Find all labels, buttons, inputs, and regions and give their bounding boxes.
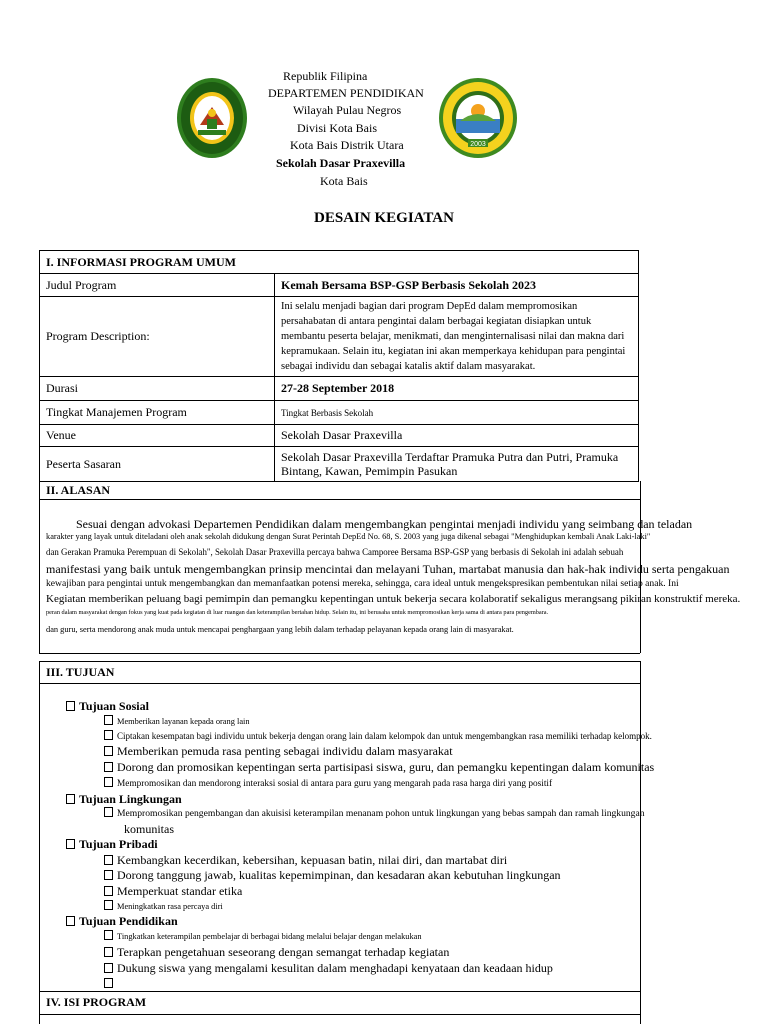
category-label: Tujuan Pendidikan	[79, 914, 178, 928]
school-seal-right-icon	[438, 77, 518, 159]
table-row	[40, 251, 639, 274]
divider	[39, 1014, 640, 1015]
objective-text: Tingkatkan keterampilan pembelajar di berbagai bidang melalui belajar dengan melakukan	[117, 932, 422, 941]
header-line-7: Kota Bais	[320, 174, 368, 188]
checkbox-icon	[104, 807, 113, 817]
header-line-4: Divisi Kota Bais	[297, 121, 377, 135]
section-1-heading: I. INFORMASI PROGRAM UMUM	[40, 251, 639, 274]
target-participants-value: Sekolah Dasar Praxevilla Terdaftar Pramuka Putra dan Putri, Pramuka Bintang, Kawan, Pemimpin Pasukan	[275, 447, 639, 482]
rationale-line: peran dalam masyarakat dengan fokus yang kuat pada kegiatan di luar ruangan dan keterampilan bertahan hidup. Selain itu, ini berusaha untuk mempromosikan kerja sama di antara para pengembara.	[46, 609, 549, 616]
row-label: Peserta Sasaran	[40, 447, 275, 482]
divider	[39, 661, 640, 662]
checkbox-icon	[66, 839, 75, 849]
objective-item	[104, 868, 561, 883]
checkbox-icon	[104, 963, 113, 973]
objective-item	[104, 807, 645, 819]
row-label: Venue	[40, 425, 275, 447]
checkbox-icon	[104, 715, 113, 725]
row-label: Durasi	[40, 377, 275, 401]
row-label: Program Description:	[40, 297, 275, 377]
checkbox-icon	[66, 701, 75, 711]
program-title-value: Kemah Bersama BSP-GSP Berbasis Sekolah 2023	[275, 274, 639, 297]
divider	[39, 653, 640, 654]
checkbox-icon	[104, 978, 113, 988]
section-3-heading: III. TUJUAN	[46, 665, 115, 679]
rationale-line: Kegiatan memberikan peluang bagi pemimpin dan pemangku kepentingan untuk bekerja secara kolaboratif sekaligus merangsang pikiran konstruktif mereka.	[46, 593, 741, 605]
table-row	[40, 377, 639, 401]
objective-text: Memberikan pemuda rasa penting sebagai individu dalam masyarakat	[117, 744, 453, 758]
program-description-value: Ini selalu menjadi bagian dari program DepEd dalam mempromosikan persahabatan di antara pengintai dalam berbagai kegiatan disiapkan untuk membantu peserta belajar, menikmati, dan menginternalisasi nilai dan makna dari kepramukaan. Selain itu, kegiatan ini akan memperkaya kehidupan para pengintai sebagai individu dan sebagai katalis aktif dalam masyarakat.	[275, 297, 639, 377]
category-label: Tujuan Lingkungan	[79, 792, 182, 806]
checkbox-icon	[104, 886, 113, 896]
checkbox-icon	[104, 730, 113, 740]
objective-text: Mempromosikan pengembangan dan akuisisi keterampilan menanam pohon untuk lingkungan yang bebas sampah dan ramah lingkungan	[117, 808, 645, 819]
objective-item	[104, 900, 223, 911]
header-line-6: Sekolah Dasar Praxevilla	[276, 156, 406, 170]
objective-category	[66, 699, 149, 714]
venue-value: Sekolah Dasar Praxevilla	[275, 425, 639, 447]
checkbox-icon	[104, 900, 113, 910]
category-label: Tujuan Sosial	[79, 699, 149, 713]
checkbox-icon	[104, 870, 113, 880]
table-row	[40, 447, 639, 482]
objective-text: Dukung siswa yang mengalami kesulitan dalam menghadapi kenyataan dan keadaan hidup	[117, 961, 553, 975]
checkbox-icon	[104, 930, 113, 940]
table-row	[40, 401, 639, 425]
rationale-line: manifestasi yang baik untuk mengembangkan prinsip mencintai dan melayani Tuhan, martabat manusia dan hak-hak individu serta pengakuan	[46, 562, 730, 576]
header-line-2: DEPARTEMEN PENDIDIKAN	[268, 86, 424, 100]
objective-category	[66, 914, 178, 929]
objective-item	[104, 777, 552, 789]
objective-item	[104, 744, 453, 759]
header-line-5: Kota Bais Distrik Utara	[290, 138, 404, 152]
school-seal-left-icon	[176, 77, 248, 159]
objective-item	[104, 853, 507, 868]
section-2-heading: II. ALASAN	[46, 483, 111, 497]
program-info-table	[39, 250, 639, 482]
checkbox-icon	[66, 916, 75, 926]
objective-item-empty	[104, 976, 117, 991]
duration-value: 27-28 September 2018	[275, 377, 639, 401]
checkbox-icon	[66, 794, 75, 804]
objective-text: Dorong tanggung jawab, kualitas kepemimpinan, dan kesadaran akan kebutuhan lingkungan	[117, 868, 561, 882]
rationale-line: kewajiban para pengintai untuk mengembangkan dan memanfaatkan potensi mereka, sehingga, cara ideal untuk mengekspresikan pembentukan nilai setiap anak. Ini	[46, 578, 679, 589]
header-line-1: Republik Filipina	[283, 69, 368, 83]
objective-text: Kembangkan kecerdikan, kebersihan, kepuasan batin, nilai diri, dan martabat diri	[117, 853, 508, 867]
rationale-line: karakter yang layak untuk diteladani oleh anak sekolah didukung dengan Surat Perintah DepEd No. 68, S. 2003 yang juga dikenal sebagai "Menghidupkan kembali Anak Laki-laki"	[46, 532, 651, 541]
table-row	[40, 425, 639, 447]
row-label: Judul Program	[40, 274, 275, 297]
header-line-3: Wilayah Pulau Negros	[293, 103, 402, 117]
divider	[39, 683, 640, 684]
category-label: Tujuan Pribadi	[79, 837, 158, 851]
rationale-line: Sesuai dengan advokasi Departemen Pendidikan dalam mengembangkan pengintai menjadi individu yang seimbang dan teladan	[76, 517, 693, 531]
management-level-value: Tingkat Berbasis Sekolah	[275, 401, 639, 425]
objective-text: Mempromosikan dan mendorong interaksi sosial di antara para guru yang mengarah pada rasa harga diri yang positif	[117, 779, 553, 789]
checkbox-icon	[104, 777, 113, 787]
objective-item	[104, 730, 652, 741]
objective-item	[104, 760, 654, 775]
objective-text: Dorong dan promosikan kepentingan serta partisipasi siswa, guru, dan pemangku kepentingan dalam komunitas	[117, 760, 655, 774]
objective-item	[104, 961, 553, 976]
objective-text: Memperkuat standar etika	[117, 884, 243, 898]
checkbox-icon	[104, 762, 113, 772]
rationale-line: dan Gerakan Pramuka Perempuan di Sekolah", Sekolah Dasar Praxevilla percaya bahwa Camporee Bersama BSP-GSP yang berbasis di Sekolah ini adalah sebuah	[46, 547, 624, 557]
rationale-line: dan guru, serta mendorong anak muda untuk mencapai penghargaan yang lebih dalam terhadap pelayanan kepada orang lain di masyarakat.	[46, 625, 514, 634]
divider	[39, 499, 640, 500]
objective-item	[104, 930, 422, 941]
objective-category	[66, 837, 158, 852]
objective-text: Memberikan layanan kepada orang lain	[117, 717, 250, 726]
objective-text: Meningkatkan rasa percaya diri	[117, 902, 223, 911]
section-4-heading: IV. ISI PROGRAM	[46, 995, 147, 1009]
objective-text: Terapkan pengetahuan seseorang dengan semangat terhadap kegiatan	[117, 945, 450, 959]
objective-item	[104, 715, 250, 726]
row-label: Tingkat Manajemen Program	[40, 401, 275, 425]
objective-item-continued: komunitas	[124, 822, 174, 836]
checkbox-icon	[104, 855, 113, 865]
checkbox-icon	[104, 947, 113, 957]
table-row	[40, 297, 639, 377]
document-title: DESAIN KEGIATAN	[314, 210, 454, 226]
table-row	[40, 274, 639, 297]
objective-text: Ciptakan kesempatan bagi individu untuk bekerja dengan orang lain dalam kelompok dan untuk mengembangkan rasa memiliki terhadap kelompok.	[117, 731, 652, 741]
objective-category	[66, 792, 182, 807]
checkbox-icon	[104, 746, 113, 756]
seal-right-year: 2003	[470, 141, 486, 148]
objective-item	[104, 884, 242, 899]
objective-item	[104, 945, 449, 960]
